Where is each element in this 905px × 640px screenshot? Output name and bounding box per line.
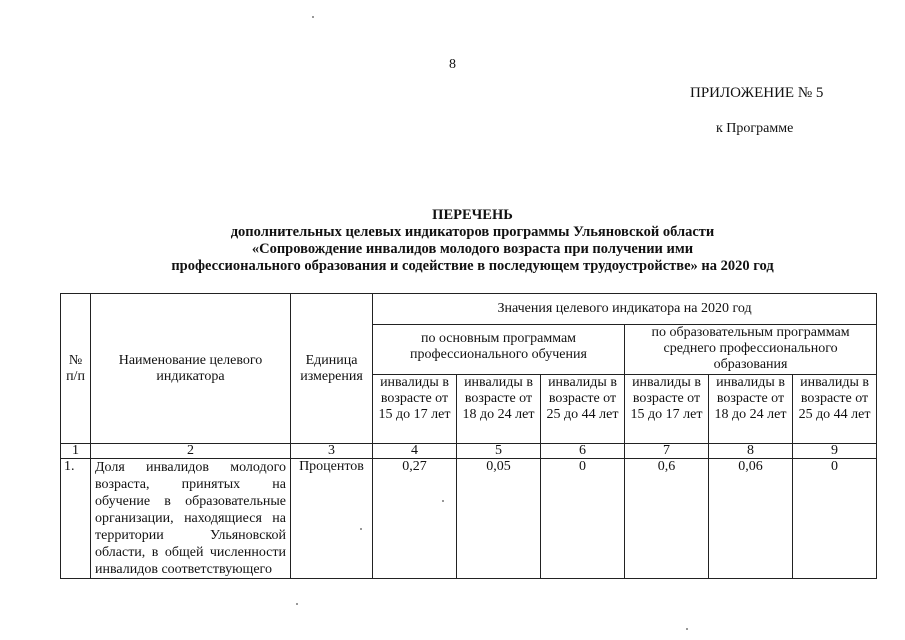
- row-number: 1.: [61, 459, 91, 579]
- indicator-unit: Процентов: [291, 459, 373, 579]
- indicator-value: 0: [793, 459, 877, 579]
- title-line-1: ПЕРЕЧЕНЬ: [432, 207, 513, 223]
- age-col-header: инвалиды в возрасте от 25 до 44 лет: [793, 375, 877, 444]
- scan-speck: [360, 528, 362, 530]
- scan-speck: [686, 628, 688, 630]
- group-header-2-text: по образовательным программам среднего профессионального образования: [651, 325, 850, 372]
- indicator-value: 0,6: [625, 459, 709, 579]
- scan-speck: [442, 500, 444, 502]
- group-header-1: [373, 325, 625, 375]
- age-col-header: инвалиды в возрасте от 15 до 17 лет: [373, 375, 457, 444]
- appendix-label: ПРИЛОЖЕНИЕ № 5: [690, 85, 824, 101]
- column-number: 4: [373, 444, 457, 459]
- header-unit: Единица измерения: [300, 352, 363, 384]
- values-header: Значения целевого индикатора на 2020 год: [497, 301, 752, 316]
- indicators-table: [60, 293, 877, 579]
- column-number: 3: [291, 444, 373, 459]
- group-header-2: [625, 325, 877, 375]
- header-unit-cell: [291, 294, 373, 444]
- header-name: Наименование целевого индикатора: [118, 352, 263, 384]
- page-number: 8: [449, 57, 456, 72]
- indicator-value: 0,06: [709, 459, 793, 579]
- column-number: 2: [91, 444, 291, 459]
- column-number: 6: [541, 444, 625, 459]
- header-num-cell: [61, 294, 91, 444]
- column-number: 5: [457, 444, 541, 459]
- table-row: [61, 459, 877, 579]
- column-number: 1: [61, 444, 91, 459]
- to-program-label: к Программе: [716, 121, 794, 136]
- scan-speck: [296, 603, 298, 605]
- header-name-cell: [91, 294, 291, 444]
- indicator-name: Доля инвалидов молодого возраста, принятых на обучение в образовательные организации, находящиеся на территории Ульяновской области, в общей численности инвалидов соответствующего: [91, 459, 291, 579]
- age-col-header: инвалиды в возрасте от 25 до 44 лет: [541, 375, 625, 444]
- indicator-value: 0,27: [373, 459, 457, 579]
- indicator-value: 0: [541, 459, 625, 579]
- age-col-header: инвалиды в возрасте от 18 до 24 лет: [709, 375, 793, 444]
- document-title: [60, 207, 885, 275]
- group-header-1-text: по основным программам профессионального обучения: [410, 331, 587, 362]
- header-num: № п/п: [66, 352, 85, 384]
- column-number: 8: [709, 444, 793, 459]
- title-line-2: дополнительных целевых индикаторов программы Ульяновской области: [230, 224, 715, 240]
- column-number: 7: [625, 444, 709, 459]
- scan-speck: [312, 16, 314, 18]
- column-number: 9: [793, 444, 877, 459]
- title-line-3: «Сопровождение инвалидов молодого возраста при получении ими: [251, 241, 694, 257]
- values-header-cell: [373, 294, 877, 325]
- age-col-header: инвалиды в возрасте от 15 до 17 лет: [625, 375, 709, 444]
- age-col-header: инвалиды в возрасте от 18 до 24 лет: [457, 375, 541, 444]
- indicator-value: 0,05: [457, 459, 541, 579]
- title-line-4: профессионального образования и содействие в последующем трудоустройстве» на 2020 год: [171, 258, 774, 274]
